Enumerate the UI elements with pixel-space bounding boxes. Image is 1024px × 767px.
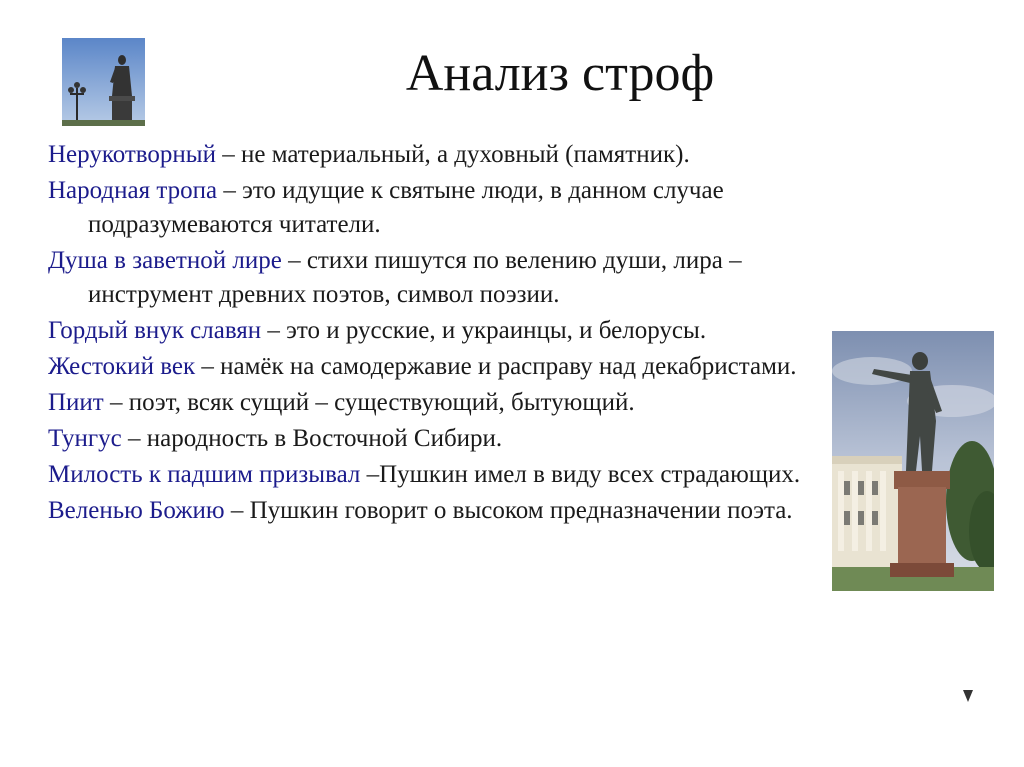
definition: – это идущие к святыне люди, в данном случае подразумеваются читатели. bbox=[88, 177, 724, 238]
definition: – народность в Восточной Сибири. bbox=[121, 425, 503, 452]
term-list bbox=[48, 138, 838, 530]
definition: – намёк на самодержавие и расправу над декабристами. bbox=[195, 353, 797, 380]
list-item bbox=[48, 494, 838, 528]
term: Нерукотворный bbox=[48, 141, 216, 168]
term: Народная тропа bbox=[48, 177, 218, 204]
corner-mark-icon bbox=[963, 690, 973, 702]
definition: – не материальный, а духовный (памятник). bbox=[215, 141, 690, 168]
slide-title: Анализ строф bbox=[405, 45, 715, 102]
term: Милость к падшим призывал bbox=[48, 461, 361, 488]
term: Тунгус bbox=[48, 425, 122, 452]
list-item bbox=[48, 244, 838, 312]
definition: –Пушкин имел в виду всех страдающих. bbox=[360, 461, 801, 488]
list-item bbox=[48, 314, 838, 348]
definition: – поэт, всяк сущий – существующий, бытующий. bbox=[103, 389, 635, 416]
pushkin-monument-photo bbox=[832, 331, 994, 591]
term: Душа в заветной лире bbox=[48, 247, 282, 274]
definition: – Пушкин говорит о высоком предназначении поэта. bbox=[224, 497, 793, 524]
list-item bbox=[48, 458, 838, 492]
term: Гордый внук славян bbox=[48, 317, 262, 344]
list-item bbox=[48, 422, 838, 456]
definition: – стихи пишутся по велению души, лира – инструмент древних поэтов, символ поэзии. bbox=[88, 247, 742, 308]
list-item bbox=[48, 138, 838, 172]
list-item bbox=[48, 350, 838, 384]
list-item bbox=[48, 174, 838, 242]
pushkin-monument-thumbnail bbox=[62, 38, 145, 126]
term: Пиит bbox=[48, 389, 104, 416]
definition: – это и русские, и украинцы, и белорусы. bbox=[261, 317, 707, 344]
list-item bbox=[48, 386, 838, 420]
term: Веленью Божию bbox=[48, 497, 225, 524]
term: Жестокий век bbox=[48, 353, 196, 380]
